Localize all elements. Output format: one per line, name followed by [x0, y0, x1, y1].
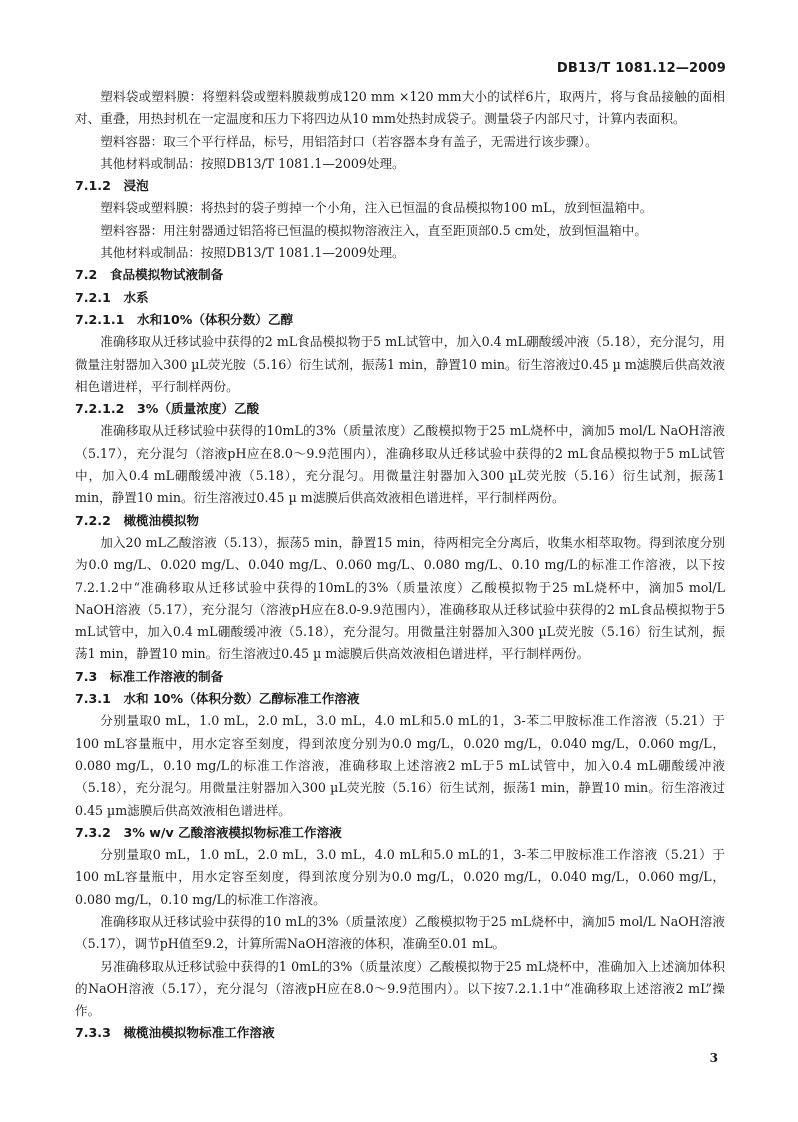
paragraph: 塑料袋或塑料膜：将热封的袋子剪掉一个小角，注入已恒温的食品模拟物100 mL，放到恒温箱中。 — [100, 200, 653, 216]
paragraph: 塑料容器：用注射器通过铝箔将已恒温的模拟物溶液注入，直至距顶部0.5 cm处，放到恒温箱中。 — [100, 222, 647, 238]
document-code: DB13/T 1081.12—2009 — [556, 61, 726, 76]
section-heading: 7.1.2 浸泡 — [75, 178, 149, 194]
paragraph: 其他材料或制品：按照DB13/T 1081.1—2009处理。 — [100, 155, 405, 171]
section-heading: 7.3.3 橄榄油模拟物标准工作溶液 — [75, 1025, 275, 1041]
paragraph: 其他材料或制品：按照DB13/T 1081.1—2009处理。 — [100, 245, 405, 261]
section-heading: 7.2.1 水系 — [75, 289, 149, 305]
paragraph: 分别量取0 mL，1.0 mL，2.0 mL，3.0 mL，4.0 mL和5.0 mL的1，3-苯二甲胺标准工作溶液（5.21）于100 mL容量瓶中，用水定容至刻度，得到浓度分别为0.0 mg/L，0.020 mg/L，0.040 mg/L，0.060 mg/L，0.080 mg/L，0.10 mg/L的标准工作溶液，准确移取上述溶液2 mL于5 mL试管中，加入0.4 mL硼酸缓冲液（5.18），充分混匀。用微量注射器加入300 µL荧光胺（5.16）衍生试剂，振荡1 min，静置10 min。衍生溶液过0.45 µm滤膜后供高效液相色谱进样。 — [75, 713, 725, 818]
paragraph: 加入20 mL乙酸溶液（5.13），振荡5 min，静置15 min，待两相完全分离后，收集水相萃取物。得到浓度分别为0.0 mg/L、0.020 mg/L、0.040 mg/L、0.060 mg/L、0.080 mg/L、0.10 mg/L的标准工作溶液，以下按7.2.1.2中“准确移取从迁移试验中获得的10mL的3%（质量浓度）乙酸模拟物于25 mL烧杯中，滴加5 mol/L NaOH溶液（5.17），充分混匀（溶液pH应在8.0-9.9范围内），准确移取从迁移试验中获得的2 mL食品模拟物于5 mL试管中，加入0.4 mL硼酸缓冲液（5.18），充分混匀。用微量注射器加入300 µL荧光胺（5.16）衍生试剂，振荡1 min，静置10 min。衍生溶液过0.45 µ m滤膜后供高效液相色谱进样，平行制样两份。 — [75, 534, 725, 662]
paragraph: 准确移取从迁移试验中获得的2 mL食品模拟物于5 mL试管中，加入0.4 mL硼酸缓冲液（5.18），充分混匀，用微量注射器加入300 µL荧光胺（5.16）衍生试剂，振荡1 min，静置10 min。衍生溶液过0.45 µ m滤膜后供高效液相色谱进样，平行制样两份。 — [75, 334, 725, 394]
page-body — [75, 86, 725, 1045]
section-heading: 7.3.1 水和 10%（体积分数）乙醇标准工作溶液 — [75, 691, 360, 707]
section-heading: 7.2 食品模拟物试液制备 — [75, 267, 224, 283]
section-heading: 7.2.1.2 3%（质量浓度）乙酸 — [75, 401, 260, 417]
section-heading: 7.3 标准工作溶液的制备 — [75, 668, 224, 684]
section-heading: 7.2.1.1 水和10%（体积分数）乙醇 — [75, 311, 294, 327]
paragraph: 准确移取从迁移试验中获得的10 mL的3%（质量浓度）乙酸模拟物于25 mL烧杯中，滴加5 mol/L NaOH溶液（5.17），调节pH值至9.2，计算所需NaOH溶液的体积，准确至0.01 mL。 — [75, 913, 725, 952]
page-number: 3 — [709, 1051, 718, 1065]
paragraph: 塑料袋或塑料膜：将塑料袋或塑料膜裁剪成120 mm ×120 mm大小的试样6片，取两片，将与食品接触的面相对、重叠，用热封机在一定温度和压力下将四边从10 mm处热封成袋子。测量袋子内部尺寸，计算内表面积。 — [75, 89, 725, 127]
paragraph: 另准确移取从迁移试验中获得的1 0mL的3%（质量浓度）乙酸模拟物于25 mL烧杯中，准确加入上述滴加体积的NaOH溶液（5.17），充分混匀（溶液pH应在8.0～9.9范围内）。以下按7.2.1.1中“准确移取上述溶液2 mL”操作。 — [75, 958, 725, 1019]
paragraph: 塑料容器：取三个平行样品，标号，用铝箔封口（若容器本身有盖子，无需进行该步骤）。 — [100, 133, 598, 149]
section-heading: 7.2.2 橄榄油模拟物 — [75, 512, 200, 528]
section-heading: 7.3.2 3% w/v 乙酸溶液模拟物标准工作溶液 — [75, 824, 342, 840]
paragraph: 准确移取从迁移试验中获得的10mL的3%（质量浓度）乙酸模拟物于25 mL烧杯中，滴加5 mol/L NaOH溶液（5.17），充分混匀（溶液pH应在8.0～9.9范围内），准确移取从迁移试验中获得的2 mL食品模拟物于5 mL试管中，加入0.4 mL硼酸缓冲液（5.18），充分混匀。用微量注射器加入300 µL荧光胺（5.16）衍生试剂，振荡1 min，静置10 min。衍生溶液过0.45 µ m滤膜后供高效液相色谱进样，平行制样两份。 — [75, 423, 725, 506]
paragraph: 分别量取0 mL，1.0 mL，2.0 mL，3.0 mL，4.0 mL和5.0 mL的1，3-苯二甲胺标准工作溶液（5.21）于100 mL容量瓶中，用水定容至刻度，得到浓度分别为0.0 mg/L，0.020 mg/L，0.040 mg/L，0.060 mg/L，0.080 mg/L，0.10 mg/L的标准工作溶液。 — [75, 847, 725, 907]
